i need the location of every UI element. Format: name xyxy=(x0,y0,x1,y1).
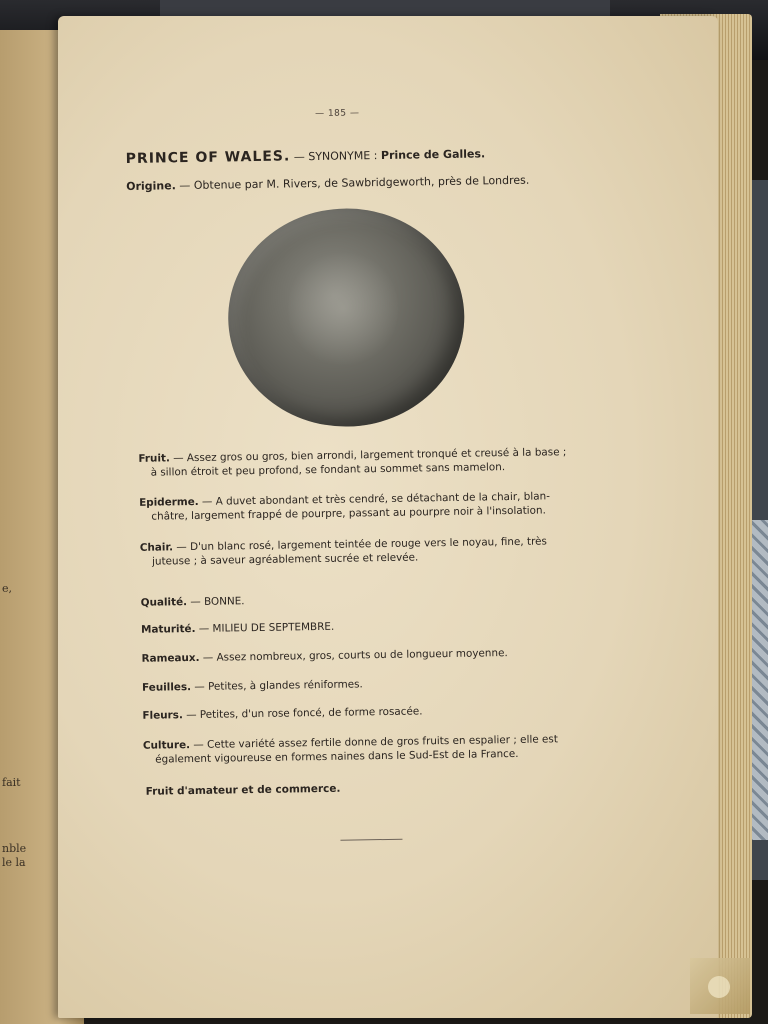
desc-text: — BONNE. xyxy=(186,595,245,609)
desc-continuation: à sillon étroit et peu profond, se fondant au sommet sans mamelon. xyxy=(150,461,506,479)
origin-text: — Obtenue par M. Rivers, de Sawbridgeworth, près de Londres. xyxy=(175,173,530,193)
desc-label: Qualité. xyxy=(140,596,188,609)
page-number: — 185 — xyxy=(314,108,360,120)
left-facing-page: e, fait nble le la xyxy=(0,30,84,1024)
footer-note: Fruit d'amateur et de commerce. xyxy=(145,782,341,798)
desc-label: Feuilles. xyxy=(141,681,192,694)
synonym-label: — SYNONYME : xyxy=(290,148,382,164)
desc-label: Fleurs. xyxy=(142,709,183,722)
desc-text: — Cette variété assez fertile donne de gros fruits en espalier ; elle est xyxy=(189,733,558,752)
desc-label: Maturité. xyxy=(141,622,196,636)
desc-text: — D'un blanc rosé, largement teintée de rouge vers le noyau, fine, très xyxy=(172,535,547,554)
desc-label: Epiderme. xyxy=(139,495,199,509)
desc-text: — Assez nombreux, gros, courts ou de longueur moyenne. xyxy=(199,647,508,664)
desc-label: Fruit. xyxy=(138,452,170,465)
desc-text: — MILIEU DE SEPTEMBRE. xyxy=(195,620,335,635)
desc-label: Chair. xyxy=(139,541,174,554)
origin-label: Origine. xyxy=(126,179,176,193)
desc-text: — Assez gros ou gros, bien arrondi, largement tronqué et creusé à la base ; xyxy=(169,446,567,465)
desc-text: — Petites, d'un rose foncé, de forme rosacée. xyxy=(182,705,423,722)
desc-continuation: châtre, largement frappé de pourpre, passant au pourpre noir à l'insolation. xyxy=(151,504,546,523)
variety-title: PRINCE OF WALES. xyxy=(125,148,291,167)
desc-label: Culture. xyxy=(142,739,191,752)
desc-text: — Petites, à glandes réniformes. xyxy=(190,678,363,694)
desc-continuation: juteuse ; à saveur agréablement sucrée et relevée. xyxy=(151,551,419,568)
desc-continuation: également vigoureuse en formes naines dans le Sud-Est de la France. xyxy=(155,747,519,766)
desc-text: — A duvet abondant et très cendré, se détachant de la chair, blan- xyxy=(198,490,551,508)
synonym-value: Prince de Galles. xyxy=(380,147,486,162)
desc-label: Rameaux. xyxy=(141,651,200,665)
corner-thumbnail xyxy=(690,958,750,1014)
